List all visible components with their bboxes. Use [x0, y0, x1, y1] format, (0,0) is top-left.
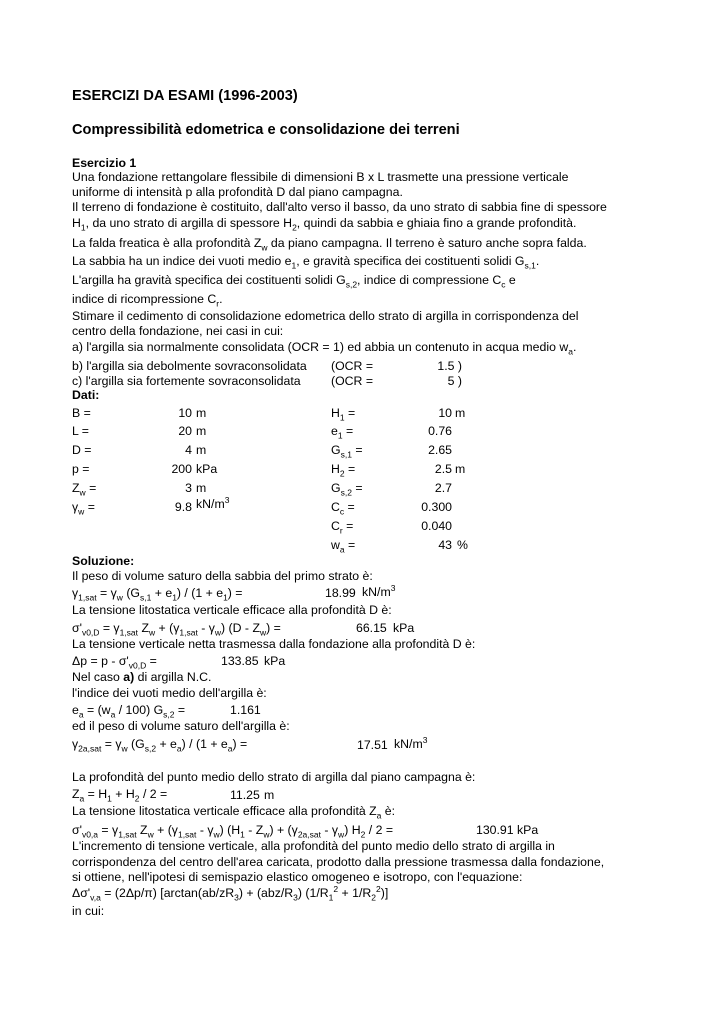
- dati-h1-value: 10: [438, 406, 452, 420]
- dati-h1-unit: m: [455, 406, 466, 420]
- dati-gs1-value: 2.65: [428, 443, 452, 457]
- case-c-ocr-value: 5 ): [447, 374, 462, 388]
- dati-cr-label: $C_r$ =: [331, 519, 354, 536]
- soluzione-heading: Soluzione:: [72, 554, 135, 568]
- sol-line-4: l'indice dei vuoti medio dell'argilla è:: [72, 686, 267, 700]
- za-unit: m: [264, 788, 275, 802]
- formula-dp: $\Delta p = p - \sigma'_{v0,D}$ =: [72, 654, 157, 671]
- gamma1-unit: $kN/m^3$: [362, 582, 396, 599]
- dati-p-value: 200: [171, 462, 192, 476]
- sol-line-8c: si ottiene, nell'ipotesi di semispazio elastico omogeneo e isotropo, con l'equazione:: [72, 870, 523, 884]
- dati-l-value: 20: [178, 424, 192, 438]
- dati-h2-unit: m: [455, 462, 466, 476]
- sigma-d-value: 66.15: [356, 621, 387, 635]
- dati-p-unit: kPa: [196, 462, 218, 476]
- dati-l-label: L =: [72, 424, 89, 438]
- case-a: a) l'argilla sia normalmente consolidata (OCR = 1) ed abbia un contenuto in acqua medio $w_a$.: [72, 340, 577, 357]
- sol-line-1: Il peso di volume saturo della sabbia del primo strato è:: [72, 569, 373, 583]
- dati-wa-label: $w_a$ =: [331, 538, 356, 555]
- dati-gs2-value: 2.7: [434, 481, 452, 495]
- document-title: ESERCIZI DA ESAMI (1996-2003): [72, 88, 298, 104]
- dati-cc-label: $C_c$ =: [331, 500, 355, 517]
- case-b-ocr-value: 1.5 ): [437, 359, 462, 373]
- intro-line-3: Il terreno di fondazione è costituito, dall'alto verso il basso, da uno strato di sabbia fine di spessore: [72, 200, 607, 214]
- dati-zw-value: 3: [185, 481, 192, 495]
- dati-gs1-label: $G_{s,1}$ =: [331, 443, 363, 460]
- dati-e1-label: $e_1$ =: [331, 424, 354, 441]
- za-value: 11.25: [230, 788, 260, 802]
- sol-line-nc: Nel caso a) di argilla N.C.: [72, 670, 212, 684]
- intro-line-5: La falda freatica è alla profondità $Z_w$ da piano campagna. Il terreno è saturo anche sopra falda.: [72, 236, 587, 253]
- sol-line-8a: L'incremento di tensione verticale, alla profondità del punto medio dello strato di argilla in: [72, 839, 555, 853]
- dati-h2-label: $H_2$ =: [331, 462, 356, 479]
- sol-line-3: La tensione verticale netta trasmessa dalla fondazione alla profondità D è:: [72, 637, 476, 651]
- intro-line-8: indice di ricompressione $C_r$.: [72, 292, 223, 309]
- sol-line-7: La tensione litostatica verticale efficace alla profondità $Z_a$ è:: [72, 804, 396, 821]
- dati-h2-value: 2.5: [434, 462, 452, 476]
- dati-d-unit: m: [196, 443, 207, 457]
- intro-line-10: centro della fondazione, nei casi in cui:: [72, 324, 284, 338]
- intro-line-4: $H_1$, da uno strato di argilla di spessore $H_2$, quindi da sabbia e ghiaia fino a grande profondità.: [72, 216, 577, 233]
- sigma-a-value: 130.91: [476, 823, 514, 837]
- sol-line-8b: corrispondenza del centro dell'area caricata, prodotto dalla pressione trasmessa dalla fondazione,: [72, 855, 605, 869]
- dati-d-label: D =: [72, 443, 92, 457]
- sigma-a-unit: kPa: [517, 823, 539, 837]
- dati-gammaw-value: 9.8: [174, 500, 192, 514]
- gamma2-value: 17.51: [357, 738, 388, 752]
- dati-e1-value: 0.76: [428, 424, 452, 438]
- formula-gamma2: $\gamma_{2a,sat} = \gamma_w$ $(G_{s,2} + e_a) / (1 + e_a)$ =: [72, 737, 248, 754]
- gamma2-unit: $kN/m^3$: [394, 734, 428, 751]
- document-subtitle: Compressibilità edometrica e consolidazione dei terreni: [72, 122, 460, 138]
- formula-sigma-d: $\sigma'_{v0,D} = \gamma_{1,sat}$ $Z_w + (\gamma_{1,sat} - \gamma_w)$ $(D - Z_w)$ =: [72, 621, 281, 638]
- sol-line-5: ed il peso di volume saturo dell'argilla è:: [72, 719, 290, 733]
- dati-cc-value: 0.300: [421, 500, 452, 514]
- dati-d-value: 4: [185, 443, 192, 457]
- case-c-ocr: (OCR =: [331, 374, 374, 388]
- case-c: c) l'argilla sia fortemente sovraconsolidata: [72, 374, 301, 388]
- dati-b-unit: m: [196, 406, 207, 420]
- intro-line-9: Stimare il cedimento di consolidazione edometrica dello strato di argilla in corrispondenza del: [72, 309, 579, 323]
- dati-cr-value: 0.040: [421, 519, 452, 533]
- exercise-heading: Esercizio 1: [72, 156, 137, 170]
- ea-value: 1.161: [230, 703, 261, 717]
- dati-gammaw-label: $\gamma_w$ =: [72, 500, 95, 517]
- case-b-ocr: (OCR =: [331, 359, 374, 373]
- sol-line-6: La profondità del punto medio dello strato di argilla dal piano campagna è:: [72, 770, 476, 784]
- sol-line-2: La tensione litostatica verticale efficace alla profondità D è:: [72, 603, 392, 617]
- dati-p-label: p =: [72, 462, 90, 476]
- dati-gs2-label: $G_{s,2}$ =: [331, 481, 363, 498]
- formula-ea: $e_a = (w_a / 100) G_{s,2}$ =: [72, 703, 186, 720]
- intro-line-7: L'argilla ha gravità specifica dei costituenti solidi $G_{s,2}$, indice di compressione $C_c$ e: [72, 273, 516, 290]
- intro-line-1: Una fondazione rettangolare flessibile di dimensioni B x L trasmette una pressione verticale: [72, 170, 569, 184]
- dati-wa-unit: %: [457, 538, 468, 552]
- sol-line-9: in cui:: [72, 904, 105, 918]
- intro-line-6: La sabbia ha un indice dei vuoti medio $e_1$, e gravità specifica dei costituenti solidi $G_{s,1}$.: [72, 254, 540, 271]
- case-b: b) l'argilla sia debolmente sovraconsolidata: [72, 359, 307, 373]
- intro-line-2: uniforme di intensità p alla profondità D dal piano campagna.: [72, 185, 403, 199]
- dati-b-label: B =: [72, 406, 91, 420]
- gamma1-value: 18.99: [325, 586, 356, 600]
- dp-value: 133.85: [221, 654, 259, 668]
- dati-l-unit: m: [196, 424, 207, 438]
- dp-unit: kPa: [264, 654, 286, 668]
- dati-wa-value: 43: [438, 538, 452, 552]
- formula-za: $Z_a = H_1 + H_2 / 2$ =: [72, 787, 168, 804]
- dati-zw-label: $Z_w$ =: [72, 481, 97, 498]
- dati-gammaw-unit: $kN/m^3$: [196, 494, 230, 511]
- formula-delta-sigma: $\Delta\sigma'_{v,a} = (2\Delta p/\pi) [\arctan(ab/zR_3) + (abz/R_3) (1/R_1^2 + 1/R_2^2)]$: [72, 883, 389, 903]
- sigma-d-unit: kPa: [393, 621, 415, 635]
- dati-heading: Dati:: [72, 388, 100, 402]
- dati-h1-label: $H_1$ =: [331, 406, 356, 423]
- formula-gamma1: $\gamma_{1,sat} = \gamma_w$ $(G_{s,1} + e_1) / (1 + e_1)$ =: [72, 586, 243, 603]
- dati-b-value: 10: [178, 406, 192, 420]
- dati-zw-unit: m: [196, 481, 207, 495]
- formula-sigma-a: $\sigma'_{v0,a} = \gamma_{1,sat}$ $Z_w + (\gamma_{1,sat} - \gamma_w)$ $(H_1 - Z_w) + (\gamma_{2a,sat} - \gamma_w)$ $H_2 / 2$ =: [72, 823, 394, 840]
